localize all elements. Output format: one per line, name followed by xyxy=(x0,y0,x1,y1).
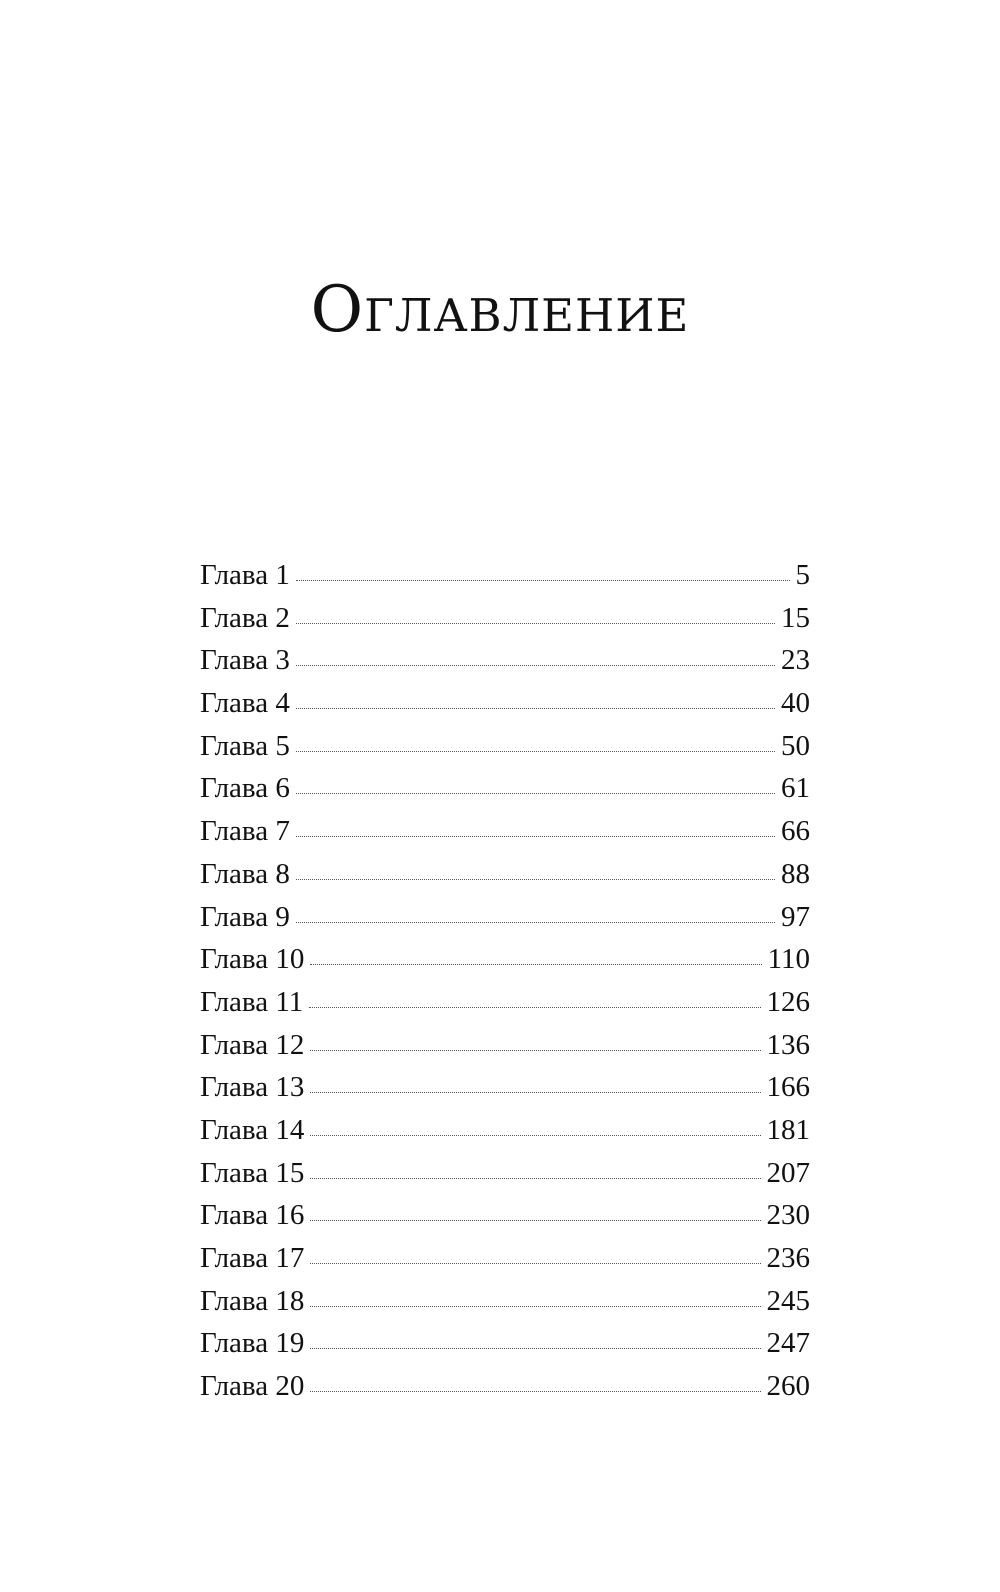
toc-entry[interactable] xyxy=(200,853,810,896)
dot-leader xyxy=(296,836,775,837)
toc-entry-page: 50 xyxy=(781,729,810,762)
toc-entry-label: Глава 5 xyxy=(200,729,290,762)
toc-entry-page: 136 xyxy=(766,1028,810,1061)
toc-entry[interactable] xyxy=(200,1152,810,1195)
dot-leader xyxy=(310,1092,760,1093)
toc-entry-page: 245 xyxy=(766,1284,810,1317)
toc-entry-label: Глава 3 xyxy=(200,644,290,677)
toc-entry[interactable] xyxy=(200,1280,810,1323)
toc-entry-page: 88 xyxy=(781,857,810,890)
toc-entry-label: Глава 13 xyxy=(200,1071,305,1104)
dot-leader xyxy=(296,922,775,923)
toc-entry-label: Глава 20 xyxy=(200,1370,305,1403)
toc-entry[interactable] xyxy=(200,639,810,682)
toc-entry-page: 40 xyxy=(781,687,810,720)
dot-leader xyxy=(310,1263,760,1264)
dot-leader xyxy=(310,1135,760,1136)
toc-entry-page: 126 xyxy=(766,985,810,1018)
toc-entry-page: 247 xyxy=(766,1327,810,1360)
toc-entry-page: 110 xyxy=(767,943,810,976)
toc-entry-page: 230 xyxy=(766,1199,810,1232)
dot-leader xyxy=(296,793,775,794)
toc-entry[interactable] xyxy=(200,725,810,768)
toc-entry-label: Глава 14 xyxy=(200,1113,305,1146)
toc-entry-page: 5 xyxy=(795,559,810,591)
toc-entry-label: Глава 16 xyxy=(200,1199,305,1232)
toc-entry[interactable] xyxy=(200,554,810,597)
toc-entry[interactable] xyxy=(200,1365,810,1408)
dot-leader xyxy=(296,623,775,624)
dot-leader xyxy=(296,580,790,581)
toc-entry-page: 207 xyxy=(766,1156,810,1189)
dot-leader xyxy=(296,751,775,752)
toc-entry[interactable] xyxy=(200,767,810,810)
dot-leader xyxy=(310,1220,760,1221)
toc-entry-page: 236 xyxy=(766,1242,810,1274)
toc-entry-page: 23 xyxy=(781,644,810,677)
toc-entry[interactable] xyxy=(200,1194,810,1237)
toc-entry-label: Глава 17 xyxy=(200,1242,305,1274)
toc-entry[interactable] xyxy=(200,1024,810,1067)
dot-leader xyxy=(309,1007,760,1008)
toc-entry[interactable] xyxy=(200,896,810,939)
toc-entry[interactable] xyxy=(200,938,810,981)
dot-leader xyxy=(296,665,775,666)
toc-entry[interactable] xyxy=(200,1322,810,1365)
toc-entry-label: Глава 12 xyxy=(200,1028,305,1061)
dot-leader xyxy=(296,879,775,880)
dot-leader xyxy=(310,964,761,965)
page-title: Оглавление xyxy=(310,273,690,347)
toc-entry-label: Глава 18 xyxy=(200,1284,305,1317)
toc-entry-label: Глава 15 xyxy=(200,1156,305,1189)
toc-entry[interactable] xyxy=(200,981,810,1024)
dot-leader xyxy=(310,1178,760,1179)
dot-leader xyxy=(310,1306,760,1307)
toc-entry-label: Глава 7 xyxy=(200,815,290,848)
dot-leader xyxy=(310,1050,760,1051)
toc-entry-label: Глава 2 xyxy=(200,601,290,634)
toc-entry-label: Глава 19 xyxy=(200,1327,305,1360)
table-of-contents xyxy=(200,554,810,1408)
toc-entry-label: Глава 9 xyxy=(200,900,290,933)
toc-entry-label: Глава 10 xyxy=(200,943,305,976)
toc-entry-label: Глава 1 xyxy=(200,559,290,591)
toc-entry-page: 181 xyxy=(766,1113,810,1146)
toc-entry-page: 15 xyxy=(781,601,810,634)
dot-leader xyxy=(296,708,775,709)
toc-entry-label: Глава 11 xyxy=(200,985,304,1018)
dot-leader xyxy=(310,1391,760,1392)
toc-entry-page: 260 xyxy=(766,1370,810,1403)
toc-entry-page: 66 xyxy=(781,815,810,848)
toc-entry-page: 166 xyxy=(766,1071,810,1104)
toc-entry[interactable] xyxy=(200,682,810,725)
toc-entry[interactable] xyxy=(200,1109,810,1152)
toc-entry-label: Глава 8 xyxy=(200,857,290,890)
toc-entry[interactable] xyxy=(200,1066,810,1109)
toc-entry-page: 97 xyxy=(781,900,810,933)
toc-entry-page: 61 xyxy=(781,772,810,805)
toc-entry-label: Глава 4 xyxy=(200,687,290,720)
toc-entry[interactable] xyxy=(200,1237,810,1280)
toc-entry-label: Глава 6 xyxy=(200,772,290,805)
toc-entry[interactable] xyxy=(200,597,810,640)
toc-entry[interactable] xyxy=(200,810,810,853)
dot-leader xyxy=(310,1348,760,1349)
